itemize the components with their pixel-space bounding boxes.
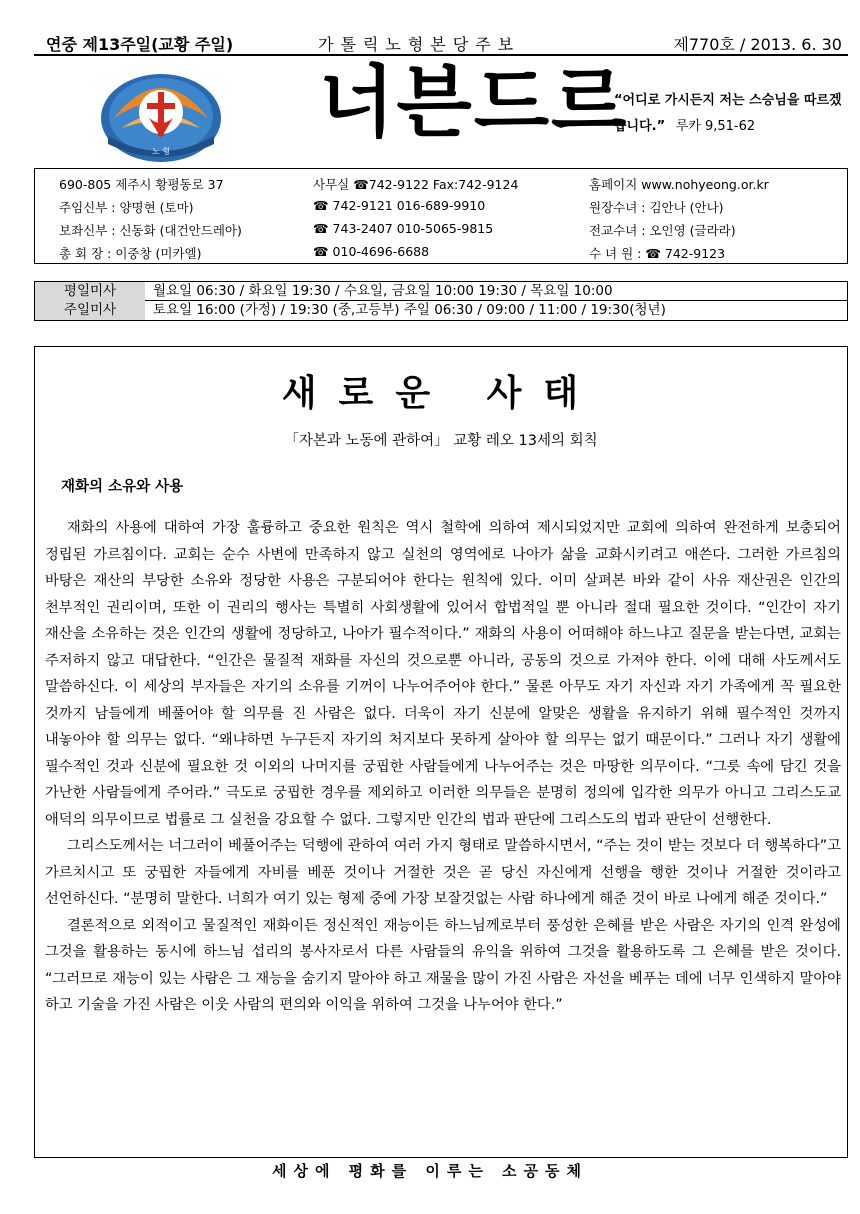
issue-number-date: 제770호 / 2013. 6. 30 (673, 35, 842, 54)
convent-phone: 수 녀 원 : ☎ 742-9123 (589, 246, 726, 261)
weekday-mass-label: 평일미사 (35, 282, 145, 301)
office-phone-fax: 사무실 ☎742-9122 Fax:742-9124 (313, 177, 519, 192)
weekday-mass-times: 월요일 06:30 / 화요일 19:30 / 수요일, 금요일 10:00 19:30 / 목요일 10:00 (153, 283, 613, 299)
sunday-mass-times: 토요일 16:00 (가정) / 19:30 (중,고등부) 주일 06:30 / 09:00 / 11:00 / 19:30(청년) (153, 302, 666, 318)
superior-sister: 원장수녀 : 김안나 (안나) (589, 200, 724, 215)
address: 690-805 제주시 황평동로 37 (59, 177, 224, 192)
logo-text: 노 형 (152, 147, 170, 156)
assistant-priest: 보좌신부 : 신동화 (대건안드레아) (59, 223, 242, 238)
sunday-mass-row (35, 301, 847, 320)
article-subtitle: 「자본과 노동에 관하여」 교황 레오 13세의 회칙 (284, 433, 598, 449)
article-box (34, 346, 848, 1158)
masthead (34, 58, 848, 168)
article-title: 새로운 사태 (281, 373, 601, 414)
article-paragraph: 그리스도께서는 너그러이 베풀어주는 덕행에 관하여 여러 가지 형태로 말씀하시면서, “주는 것이 받는 것보다 더 행복하다”고 가르치시고 또 궁핍한 자들에게 자비를 베푼 것이나 거절한 것은 곧 당신 자신에게 선행을 행한 것이나 거절한 것이라고 선언하신다. “분명히 말한다. 너희가 여기 있는 형제 중에 가장 보잘것없는 사람 하나에게 해준 것이 바로 나에게 해준 것이다.” (45, 838, 841, 907)
quote-source: 루카 9,51-62 (675, 119, 756, 134)
homepage: 홈페이지 www.nohyeong.or.kr (589, 177, 769, 192)
bulletin-title: 너븐드르 (319, 58, 629, 148)
gospel-quote (614, 88, 854, 140)
sunday-mass-label: 주일미사 (35, 301, 145, 320)
weekday-mass-row (35, 282, 847, 301)
pastor: 주임신부 : 양명현 (토마) (59, 200, 194, 215)
pastor-phone: ☎ 742-9121 016-689-9910 (313, 198, 486, 213)
liturgical-week: 연중 제13주일(교황 주일) (46, 35, 234, 54)
parish-name: 가톨릭노형본당주보 (318, 35, 521, 54)
mission-sister: 전교수녀 : 오인영 (글라라) (589, 223, 736, 238)
parish-info-box (34, 168, 848, 264)
council-chairman: 총 회 장 : 이중창 (미카엘) (59, 246, 202, 261)
quote-text: “어디로 가시든지 저는 스승님을 따르겠습니다.” (614, 93, 842, 134)
footer-motto: 세상에 평화를 이루는 소공동체 (271, 1162, 589, 1180)
chairman-phone: ☎ 010-4696-6688 (313, 244, 430, 259)
parish-logo (100, 66, 222, 166)
top-header-bar (34, 30, 848, 56)
assistant-phone: ☎ 743-2407 010-5065-9815 (313, 221, 494, 236)
article-paragraph: 결론적으로 외적이고 물질적인 재화이든 정신적인 재능이든 하느님께로부터 풍성한 은혜를 받은 사람은 자기의 인격 완성에 그것을 활용하는 동시에 하느님 섭리의 봉사자로서 다른 사람들의 유익을 위하여 그것을 활용하도록 그 은혜를 받은 것이다. “그러므로 재능이 있는 사람은 그 재능을 숨기지 말아야 하고 재물을 많이 가진 사람은 자선을 베푸는 데에 너무 인색하지 말아야 하고 기술을 가진 사람은 이웃 사람의 편의와 이익을 위하여 그것을 나누어야 한다.” (45, 917, 841, 1013)
article-section-heading: 재화의 소유와 사용 (61, 479, 184, 495)
article-paragraph: 재화의 사용에 대하여 가장 훌륭하고 중요한 원칙은 역시 철학에 의하여 제시되었지만 교회에 의하여 완전하게 보충되어 정립된 가르침이다. 교회는 순수 사변에 만족하지 않고 실천의 영역에로 나아가 삶을 교화시키려고 애쓴다. 그러한 가르침의 바탕은 재산의 부당한 소유와 정당한 사용은 구분되어야 한다는 원칙에 있다. 이미 살펴본 바와 같이 사유 재산권은 인간의 천부적인 권리이며, 또한 이 권리의 행사는 특별히 사회생활에 있어서 합법적일 뿐 아니라 절대 필요한 것이다. “인간이 자기 재산을 소유하는 것은 인간의 생활에 정당하고, 나아가 필수적이다.” 재화의 사용이 어떠해야 하느냐고 질문을 받는다면, 교회는 주저하지 않고 대답한다. “인간은 물질적 재화를 자신의 것으로뿐 아니라, 공동의 것으로 가져야 한다. 이에 대해 사도께서도 말씀하신다. 이 세상의 부자들은 자기의 소유를 기꺼이 나누어주어야 한다.” 물론 아무도 자기 자신과 자기 가족에게 꼭 필요한 것까지 남들에게 베풀어야 할 의무를 진 사람은 없다. 더욱이 자기 신분에 알맞은 생활을 유지하기 위해 필수적인 것까지 내놓아야 할 의무는 없다. “왜냐하면 누구든지 자기의 처지보다 못하게 살아야 할 의무는 없기 때문이다.” 그러나 자기 생활에 필수적인 것과 신분에 필요한 것 이외의 나머지를 궁핍한 사람들에게 나누어주는 것은 마땅한 의무이다. “그릇 속에 담긴 것을 가난한 사람들에게 주어라.” 극도로 궁핍한 경우를 제외하고 이러한 의무들은 분명히 정의에 입각한 의무가 아니고 그리스도교 애덕의 의무이므로 법률로 그 실천을 강요할 수 없다. 그렇지만 인간의 법과 판단에 그리스도의 법과 판단이 선행한다. (45, 520, 841, 828)
mass-schedule-table (34, 281, 848, 321)
article-body (45, 515, 841, 1019)
